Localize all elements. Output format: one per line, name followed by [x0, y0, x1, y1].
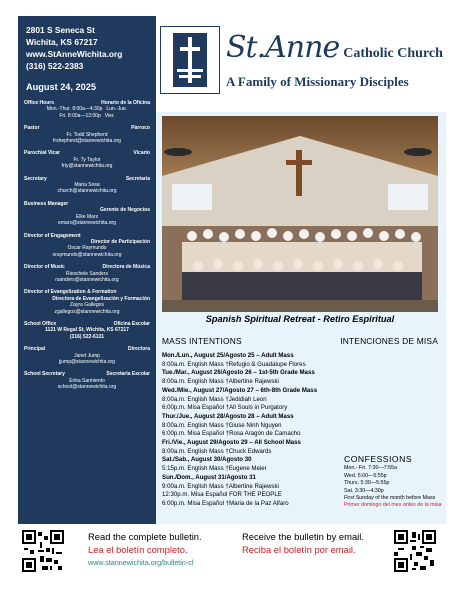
office-hours-1b: Lun.-Jue.	[106, 106, 128, 113]
mass-intentions-title-en: MASS INTENTIONS	[162, 336, 242, 346]
school-secretary-block	[18, 371, 156, 390]
evangelization-block	[18, 289, 156, 315]
mass-intention-line: 6:00p.m. Misa Español †Maria de la Paz Alfaro	[162, 499, 289, 507]
mass-intentions-header	[162, 336, 438, 346]
mass-day-heading: Thur./Jue., August 28/Agosto 28 – Adult Mass	[162, 412, 294, 420]
office-hours-label: Office Hours	[24, 100, 55, 106]
qr-code-icon[interactable]	[22, 530, 64, 572]
confession-time: Sat. 3:30—4:30p	[344, 487, 384, 494]
receive-bulletin-block	[242, 530, 364, 556]
read-bulletin-block	[88, 530, 202, 569]
music-label-es: Directora de Música	[102, 264, 150, 271]
secretary-name: Maria Sosa	[74, 182, 100, 189]
footer	[0, 524, 464, 600]
office-hours-label-es: Horario de la Oficina	[101, 100, 150, 106]
office-hours	[18, 100, 156, 119]
confession-time: Wed. 5:00—5:55p	[344, 472, 387, 479]
read-bulletin-es: Lea el boletín completo.	[88, 544, 188, 555]
receive-bulletin-es: Reciba el boletín por email.	[242, 544, 356, 555]
confessions-block	[344, 456, 442, 510]
office-hours-1a: Mon.-Thur. 8:00a—4:30p	[46, 106, 103, 113]
mass-day-heading: Fri./Vie., August 29/Agosto 29 – All School Mass	[162, 439, 301, 447]
receive-bulletin-en: Receive the bulletin by email.	[242, 531, 364, 542]
mass-intentions-title-es: INTENCIONES DE MISA	[340, 336, 438, 346]
vicar-label-es: Vicario	[133, 150, 150, 157]
mass-day-heading: Mon./Lun., August 25/Agosto 25 – Adult Mass	[162, 352, 294, 359]
mass-day-heading: Wed./Mie., August 27/Agosto 27 – 6th-8th Grade Mass	[162, 386, 318, 394]
read-bulletin-en: Read the complete bulletin.	[88, 531, 202, 542]
pastor-label-es: Párroco	[131, 125, 150, 132]
pastor-label: Pastor	[24, 125, 40, 132]
confessions-lines	[344, 465, 442, 502]
ssec-label: School Secretary	[24, 371, 65, 378]
secretary-label: Secretary	[24, 175, 47, 182]
mass-intention-line: 8:00a.m. English Mass †Giuse Ninh Nguyen	[162, 421, 282, 429]
music-block	[18, 264, 156, 283]
mass-intention-line: 8:00a.m. English Mass †Refugio & Guadalupe Flores	[162, 360, 306, 368]
mass-day-heading: Sun./Dom., August 31/Agosto 31	[162, 473, 256, 481]
mass-intention-line: 8:00a.m. English Mass †Jedidiah Leon	[162, 395, 267, 403]
mass-intention-line: 8:00a.m. English Mass †Chuck Edwards	[162, 447, 272, 455]
mass-intention-line: 6:00p.m. Misa Español †All Souls in Purgatory	[162, 404, 288, 412]
principal-email[interactable]: jjump@stannewichita.org	[59, 359, 115, 365]
mass-intention-line: 5:15p.m. English Mass †Eugene Meier	[162, 465, 267, 473]
confessions-spanish: Primer domingo del mes antes de la misa	[344, 502, 442, 509]
vicar-block	[18, 150, 156, 169]
church-wordmark	[226, 30, 443, 65]
school-phone: (316) 522-6131	[69, 333, 105, 340]
school-office-block	[18, 321, 156, 340]
principal-block	[18, 346, 156, 365]
music-name: Rieschele Sanders	[66, 270, 108, 277]
photo-caption: Spanish Spiritual Retreat - Retiro Espiritual	[205, 314, 395, 324]
ssec-name: Erika Sarmiento	[69, 377, 105, 384]
pastor-email[interactable]: frshepherd@stannewichita.org	[53, 138, 121, 145]
eng-label-es: Director de Participación	[90, 238, 150, 245]
principal-label: Principal	[24, 346, 46, 353]
bm-email[interactable]: emarx@stannewichita.org	[58, 220, 116, 227]
office-hours-2b: Vier.	[104, 112, 115, 119]
confession-time: Thurs. 5:30—5:55p	[344, 480, 390, 487]
mass-intentions-list	[162, 352, 340, 509]
pastor-block	[18, 125, 156, 144]
city: Wichita, KS 67217	[26, 37, 98, 47]
evang-label: Director of Evangelization & Formation	[24, 289, 117, 296]
evang-label-es: Directora de Evangelización y Formación	[52, 295, 150, 302]
contact-block	[18, 16, 156, 72]
ssec-email[interactable]: school@stannewichita.org	[57, 384, 117, 391]
mass-day-heading: Sat./Sab., August 30/Agosto 30	[162, 456, 252, 464]
evang-name: Zayra Gallegos	[70, 302, 104, 309]
logo-catholic-church: Catholic Church	[343, 46, 443, 61]
header	[156, 16, 446, 112]
bulletin-date: August 24, 2025	[26, 82, 96, 92]
vicar-label: Parochial Vicar	[24, 150, 61, 157]
address: 2801 S Seneca St	[26, 25, 95, 35]
vicar-name: Fr. Ty Taylor	[73, 156, 101, 163]
bm-name: Elke Marx	[75, 213, 99, 220]
mass-intention-line: 8:00a.m. English Mass †Albertine Rajewski	[162, 378, 279, 386]
mass-day-heading: Tue./Mar., August 26/Agosto 26 – 1st-5th Grade Mass	[162, 369, 315, 377]
principal-label-es: Directora	[128, 346, 150, 353]
school-address: 1121 W Regal St, Wichita, KS 67217	[45, 327, 129, 334]
vicar-email[interactable]: frty@stannewichita.org	[61, 163, 113, 170]
secretary-email[interactable]: church@stannewichita.org	[57, 188, 117, 195]
retreat-photo	[162, 116, 438, 312]
confessions-title: CONFESSIONS	[344, 454, 413, 464]
phone: (316) 522-2383	[26, 61, 84, 71]
church-logo-icon	[160, 26, 220, 94]
secretary-block	[18, 176, 156, 195]
evang-email[interactable]: zgallegos@stannewichita.org	[54, 308, 120, 315]
music-label: Director of Music	[24, 264, 65, 271]
engagement-block	[18, 233, 156, 259]
ssec-label-es: Secretaria Escolar	[106, 371, 150, 378]
eng-label: Director of Engagement	[24, 232, 81, 239]
mass-intention-line: 12:30p.m. Misa Español FOR THE PEOPLE	[162, 491, 282, 499]
school-label: School Office	[24, 320, 57, 327]
website-link[interactable]: www.StAnneWichita.org	[26, 49, 123, 59]
confession-time: Mon.- Fri. 7:30—7:55a	[344, 465, 397, 472]
eng-name: Oscar Raymundo	[67, 245, 107, 252]
logo-st: St.Anne	[226, 30, 340, 65]
mass-intention-line: 9:00a.m. English Mass †Albertine Rajewski	[162, 482, 279, 490]
tagline: A Family of Missionary Disciples	[226, 74, 409, 89]
main-panel	[156, 16, 446, 524]
bm-label-es: Gerente de Negocios	[99, 207, 150, 214]
bulletin-url-link[interactable]: www.stannewichita.org/bulletin-cl	[88, 558, 194, 567]
mass-intention-line: 6:00p.m. Misa Español †Rosa Aragón de Camacho	[162, 430, 301, 438]
confession-time: First Sunday of the month before Mass	[344, 495, 436, 502]
eng-email[interactable]: oraymundo@stannewichita.org	[52, 251, 122, 258]
principal-name: Janet Jump	[74, 352, 100, 359]
bm-label: Business Manager	[24, 200, 69, 207]
secretary-label-es: Secretaria	[125, 175, 150, 182]
business-manager-block	[18, 201, 156, 227]
music-email[interactable]: rsanders@stannewichita.org	[55, 276, 119, 283]
pastor-name: Fr. Todd Shepherd	[66, 131, 108, 138]
school-label-es: Oficina Escolar	[113, 320, 150, 327]
office-hours-2a: Fri. 8:00a—12:00p	[59, 112, 101, 119]
qr-code-email-icon[interactable]	[394, 530, 436, 572]
sidebar	[18, 16, 156, 524]
